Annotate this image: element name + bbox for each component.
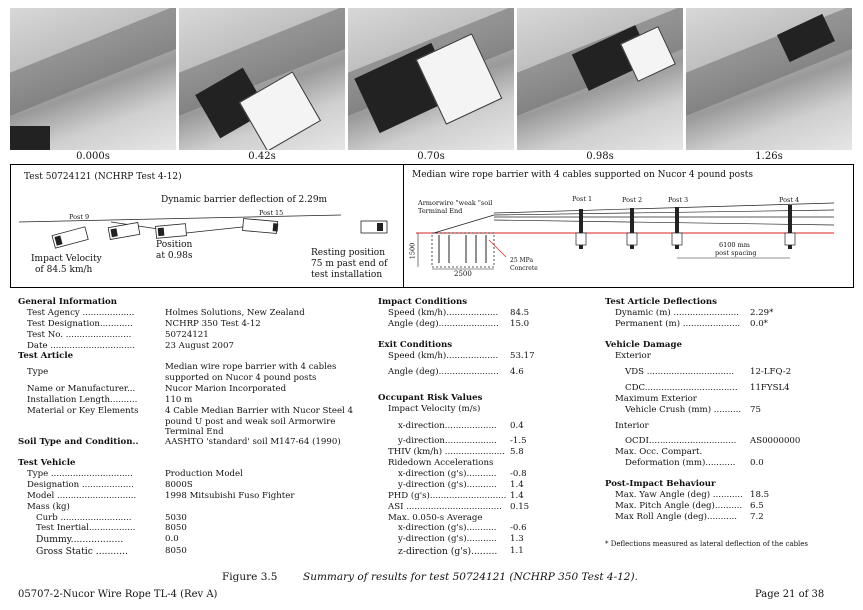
occupant-key: Impact Velocity (m/s) <box>388 404 481 414</box>
article-name-key: Name or Manufacturer... <box>27 384 136 394</box>
general-key: Test Designation............ <box>27 319 133 329</box>
occupant-value: -1.5 <box>510 436 527 446</box>
vehicle-key: Test Inertial................. <box>36 523 136 533</box>
exit-value: 4.6 <box>510 367 524 377</box>
deflection-value: 0.0* <box>750 319 768 329</box>
vehicle-key: Designation ................... <box>27 480 134 490</box>
occupant-heading: Occupant Risk Values <box>378 393 483 403</box>
photo-frame-5 <box>686 8 852 150</box>
exit-value: 53.17 <box>510 351 535 361</box>
post1-label: Post 1 <box>572 195 593 203</box>
occupant-value: 1.1 <box>510 546 524 556</box>
impact-value: 84.5 <box>510 308 530 318</box>
trajectory-panel <box>10 164 405 288</box>
position-label: Position <box>156 240 193 250</box>
vehicle-key: Gross Static ........... <box>36 546 128 557</box>
article-type-value: supported on Nucor 4 pound posts <box>165 373 317 383</box>
general-key: Date ............................... <box>27 341 135 351</box>
impact-key: Angle (deg)...................... <box>388 319 499 329</box>
article-material-key: Material or Key Elements <box>27 406 139 416</box>
occupant-value: 5.8 <box>510 447 524 457</box>
frame-time: 0.42s <box>248 151 276 162</box>
general-heading: General Information <box>18 297 117 307</box>
occupant-key: x-direction................... <box>398 421 497 431</box>
damage-value: AS0000000 <box>750 436 801 446</box>
damage-key: VDS ................................ <box>625 367 735 377</box>
photo-frame-1 <box>10 8 176 150</box>
damage-key: Exterior <box>615 351 651 361</box>
frame-time: 1.26s <box>755 151 783 162</box>
figure-caption: Summary of results for test 50724121 (NCHRP 350 Test 4-12). <box>303 571 638 583</box>
general-key: Test No. ........................ <box>27 330 132 340</box>
impact-value: 15.0 <box>510 319 530 329</box>
frame-times <box>10 151 852 162</box>
footer-page-number: Page 21 of 38 <box>755 589 825 600</box>
occupant-value: 0.4 <box>510 421 524 431</box>
occupant-key: y-direction (g's)........... <box>398 480 497 490</box>
occupant-key: ASI ................................... <box>388 502 502 512</box>
damage-value: 0.0 <box>750 458 764 468</box>
vehicle-value: Production Model <box>165 469 243 479</box>
damage-heading: Vehicle Damage <box>605 340 682 350</box>
photo-frame-3 <box>348 8 514 150</box>
occupant-key: PHD (g's)............................ <box>388 491 507 501</box>
article-length-value: 110 m <box>165 395 193 405</box>
post-impact-key: Max Roll Angle (deg)........... <box>615 512 738 522</box>
vehicle-value: 0.0 <box>165 534 179 544</box>
damage-key: Max. Occ. Compart. <box>615 447 703 457</box>
vehicle-key: Mass (kg) <box>27 502 70 512</box>
photo-frame-2 <box>179 8 345 150</box>
barrier-diagram <box>404 165 853 287</box>
spacing-label-1: 6100 mm <box>719 241 750 249</box>
article-material-value: pound U post and weak soil Armorwire <box>165 417 336 427</box>
occupant-key: y-direction (g's)........... <box>398 534 497 544</box>
post-impact-value: 18.5 <box>750 490 770 500</box>
frame-time: 0.98s <box>586 151 614 162</box>
post-impact-heading: Post-Impact Behaviour <box>605 479 716 489</box>
deflection-key: Dynamic (m) ........................ <box>615 308 739 318</box>
impact-velocity-label: Impact Velocity <box>31 254 102 264</box>
vehicle-value: 5030 <box>165 513 187 523</box>
footer-document-id: 05707-2-Nucor Wire Rope TL-4 (Rev A) <box>18 589 218 600</box>
vehicle-key: Dummy.................. <box>36 534 124 545</box>
damage-key: OCDI................................ <box>625 436 737 446</box>
photo-frame-4 <box>517 8 683 150</box>
post15-label: Post 15 <box>259 209 284 217</box>
deflections-heading: Test Article Deflections <box>605 297 717 307</box>
occupant-value: 1.4 <box>510 491 524 501</box>
occupant-key: THIV (km/h) ...................... <box>388 447 505 457</box>
deflection-value: 2.29* <box>750 308 774 318</box>
post-impact-key: Max. Pitch Angle (deg).......... <box>615 501 743 511</box>
post4-label: Post 4 <box>779 196 800 204</box>
article-type-value: Median wire rope barrier with 4 cables <box>165 362 337 372</box>
concrete-label-1: 25 MPa <box>510 257 534 264</box>
post9-label: Post 9 <box>69 213 90 221</box>
position-time: at 0.98s <box>156 251 193 261</box>
occupant-key: x-direction (g's)........... <box>398 469 497 479</box>
damage-key: Interior <box>615 421 649 431</box>
vehicle-key: Model ............................. <box>27 491 137 501</box>
general-value: 23 August 2007 <box>165 341 234 351</box>
panel-title: Median wire rope barrier with 4 cables supported on Nucor 4 pound posts <box>412 170 753 180</box>
general-value: NCHRP 350 Test 4-12 <box>165 319 261 329</box>
spacing-label-2: post spacing <box>715 249 757 257</box>
soil-value: AASHTO 'standard' soil M147-64 (1990) <box>165 437 341 447</box>
exit-key: Speed (km/h)................... <box>388 351 499 361</box>
barrier-panel <box>403 164 854 288</box>
occupant-value: -0.6 <box>510 523 527 533</box>
frame-time: 0.70s <box>417 151 445 162</box>
damage-value: 11FYSL4 <box>750 383 790 393</box>
post-impact-value: 6.5 <box>750 501 764 511</box>
impact-key: Speed (km/h)................... <box>388 308 499 318</box>
resting-label-3: test installation <box>311 270 383 280</box>
vehicle-value: 8050 <box>165 523 187 533</box>
exit-heading: Exit Conditions <box>378 340 453 350</box>
post-impact-key: Max. Yaw Angle (deg) ........... <box>615 490 743 500</box>
article-heading: Test Article <box>18 351 74 361</box>
figure-label: Figure 3.5 <box>222 571 278 583</box>
occupant-value: 1.4 <box>510 480 524 490</box>
occupant-key: Ridedown Accelerations <box>388 458 494 468</box>
damage-key: Vehicle Crush (mm) .......... <box>625 405 742 415</box>
soil-heading: Soil Type and Condition.. <box>18 437 139 447</box>
armorwire-label: Armorwire "weak "soil <box>418 199 493 207</box>
vehicle-value: 8000S <box>165 480 193 490</box>
occupant-value: -0.8 <box>510 469 527 479</box>
post3-label: Post 3 <box>668 196 689 204</box>
damage-key: CDC.................................. <box>625 383 738 393</box>
deflection-key: Permanent (m) ..................... <box>615 319 741 329</box>
damage-key: Deformation (mm)........... <box>625 458 736 468</box>
exit-key: Angle (deg)...................... <box>388 367 499 377</box>
damage-value: 75 <box>750 405 761 415</box>
footnote: * Deflections measured as lateral deflection of the cables <box>605 540 809 548</box>
vehicle-heading: Test Vehicle <box>18 458 76 468</box>
article-length-key: Installation Length.......... <box>27 395 138 405</box>
occupant-key: Max. 0.050-s Average <box>388 513 483 523</box>
occupant-key: z-direction (g's)......... <box>398 546 498 557</box>
damage-value: 12-LFQ-2 <box>750 367 792 377</box>
frame-time: 0.000s <box>76 151 110 162</box>
dim-2500: 2500 <box>454 270 472 278</box>
post-impact-value: 7.2 <box>750 512 764 522</box>
panel-title: Test 50724121 (NCHRP Test 4-12) <box>24 172 182 182</box>
photo-sequence <box>10 8 852 150</box>
vehicle-value: 1998 Mitsubishi Fuso Fighter <box>165 491 295 501</box>
terminal-end-label: Terminal End <box>418 207 463 215</box>
article-type-key: Type <box>27 367 49 377</box>
general-key: Test Agency ................... <box>27 308 135 318</box>
concrete-label-2: Concrete <box>510 265 538 272</box>
impact-heading: Impact Conditions <box>378 297 468 307</box>
general-value: 50724121 <box>165 330 209 340</box>
vehicle-key: Type .............................. <box>27 469 133 479</box>
occupant-value: 1.3 <box>510 534 524 544</box>
resting-label-1: Resting position <box>311 248 386 258</box>
occupant-key: x-direction (g's)........... <box>398 523 497 533</box>
vehicle-key: Curb .......................... <box>36 513 132 523</box>
occupant-key: y-direction................... <box>398 436 497 446</box>
article-name-value: Nucor Marion Incorporated <box>165 384 287 394</box>
article-material-value: Terminal End <box>165 427 224 437</box>
post2-label: Post 2 <box>622 196 643 204</box>
vehicle-value: 8050 <box>165 546 187 556</box>
general-value: Holmes Solutions, New Zealand <box>165 308 305 318</box>
damage-key: Maximum Exterior <box>615 394 697 404</box>
impact-velocity-value: of 84.5 km/h <box>35 265 93 275</box>
dim-1500: 1500 <box>408 242 417 260</box>
article-material-value: 4 Cable Median Barrier with Nucor Steel 4 <box>165 406 353 416</box>
deflection-label: Dynamic barrier deflection of 2.29m <box>161 195 328 205</box>
occupant-value: 0.15 <box>510 502 530 512</box>
resting-label-2: 75 m past end of <box>311 259 388 269</box>
